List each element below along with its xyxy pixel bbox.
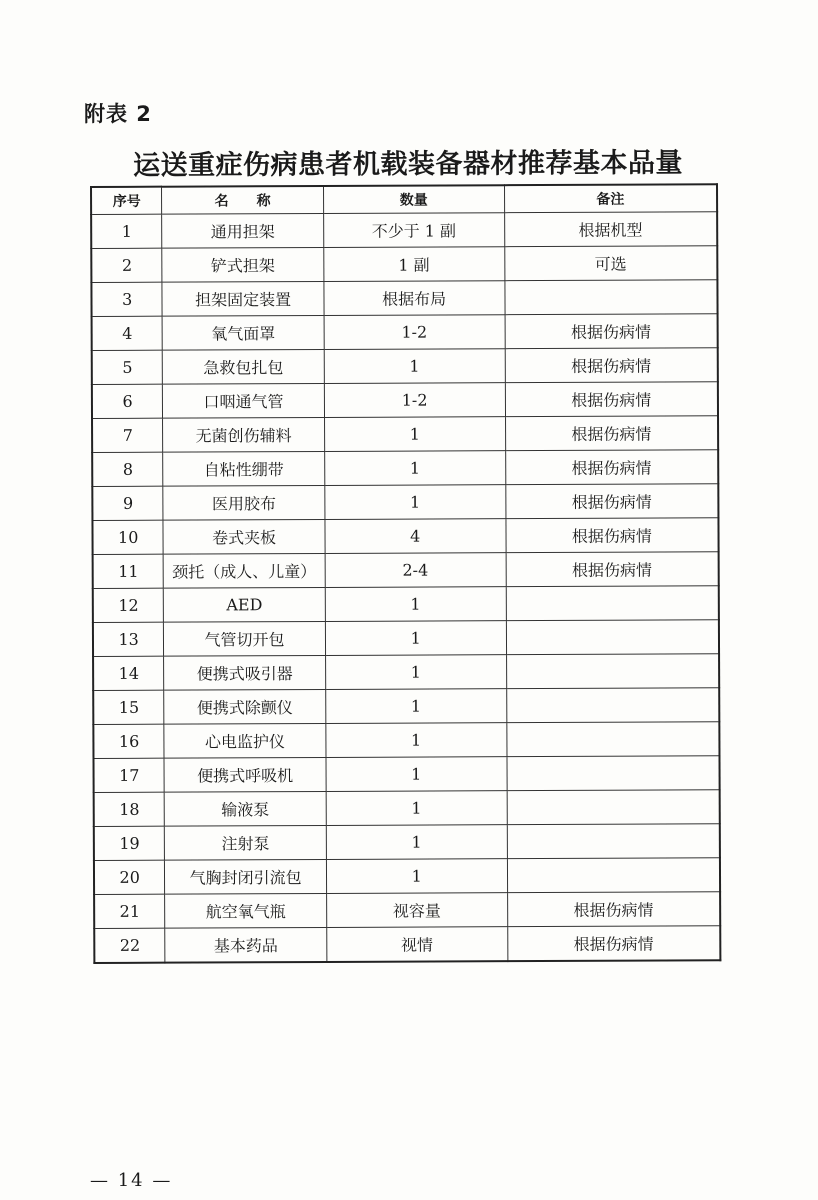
cell-index: 1 [91,214,162,248]
table-row [93,654,719,691]
cell-name: 心电监护仪 [164,723,326,758]
cell-notes: 根据伤病情 [505,348,718,383]
cell-name: 气胸封闭引流包 [165,859,327,894]
cell-index: 21 [94,894,165,928]
cell-name: 卷式夹板 [163,519,325,554]
cell-quantity: 1 [324,451,505,486]
cell-name: 便携式吸引器 [164,655,326,690]
cell-name: 口咽通气管 [163,383,325,418]
cell-notes: 根据伤病情 [507,892,720,927]
cell-name: 输液泵 [164,791,326,826]
cell-quantity: 1 [326,825,507,860]
header-name: 名 称 [162,186,324,214]
table-row [92,314,718,351]
cell-name: 便携式除颤仪 [164,689,326,724]
table-header-row [91,184,717,214]
cell-name: 担架固定装置 [162,281,324,316]
cell-index: 11 [93,554,164,588]
cell-name: 便携式呼吸机 [164,757,326,792]
cell-notes [507,824,720,859]
cell-notes [506,620,719,655]
cell-index: 16 [93,724,164,758]
table-row [91,280,717,317]
cell-index: 20 [94,860,165,894]
cell-name: 颈托（成人、儿童） [163,553,325,588]
cell-quantity: 不少于 1 副 [323,213,504,248]
cell-name: 基本药品 [165,927,327,962]
cell-index: 4 [92,316,163,350]
table-row [92,450,718,487]
cell-quantity: 视情 [327,927,508,962]
table-row [92,484,718,521]
cell-index: 6 [92,384,163,418]
cell-notes: 根据伤病情 [505,416,718,451]
table-row [94,790,720,827]
cell-name: 航空氧气瓶 [165,893,327,928]
table-row [94,824,720,861]
cell-notes [507,790,720,825]
cell-index: 2 [91,248,162,282]
cell-quantity: 1 [325,689,506,724]
cell-index: 22 [94,928,165,963]
appendix-label: 附表 2 [84,102,152,126]
cell-index: 18 [94,792,165,826]
cell-notes [506,688,719,723]
table-row [93,688,719,725]
cell-notes [506,586,719,621]
table-row [93,552,719,589]
table-row [93,756,719,793]
equipment-table [90,183,721,964]
cell-index: 9 [92,486,163,520]
table-row [93,586,719,623]
cell-notes: 根据伤病情 [505,484,718,519]
cell-quantity: 1 [326,757,507,792]
cell-index: 3 [91,282,162,316]
table-row [92,518,718,555]
cell-index: 10 [92,520,163,554]
table-row [94,858,720,895]
cell-notes: 根据伤病情 [505,450,718,485]
cell-index: 17 [93,758,164,792]
table-row [93,722,719,759]
cell-name: 氧气面罩 [162,315,324,350]
cell-quantity: 1 [325,485,506,520]
cell-quantity: 1 [326,723,507,758]
cell-quantity: 2-4 [325,553,506,588]
cell-quantity: 1 [325,655,506,690]
cell-notes: 根据伤病情 [506,552,719,587]
cell-notes [506,654,719,689]
table-row [92,382,718,419]
cell-notes [506,722,719,757]
table-row [94,892,720,929]
cell-quantity: 1 副 [324,247,505,282]
table-body [91,212,720,963]
table-row [91,246,717,283]
cell-quantity: 视容量 [326,893,507,928]
cell-index: 8 [92,452,163,486]
cell-index: 15 [93,690,164,724]
cell-notes: 根据伤病情 [507,926,720,961]
cell-index: 14 [93,656,164,690]
header-notes: 备注 [504,184,717,212]
cell-name: 医用胶布 [163,485,325,520]
table-row [92,416,718,453]
cell-notes: 根据伤病情 [506,518,719,553]
cell-quantity: 1 [325,587,506,622]
cell-notes [507,858,720,893]
cell-quantity: 根据布局 [324,281,505,316]
cell-quantity: 1 [326,791,507,826]
cell-name: 无菌创伤辅料 [163,417,325,452]
table-row [92,348,718,385]
cell-index: 12 [93,588,164,622]
cell-index: 19 [94,826,165,860]
table-row [94,926,720,963]
page-number: — 14 — [90,1170,173,1191]
cell-index: 5 [92,350,163,384]
document-title: 运送重症伤病患者机载装备器材推荐基本品量 [132,147,684,182]
cell-notes: 可选 [504,246,717,281]
cell-name: 急救包扎包 [163,349,325,384]
cell-notes: 根据伤病情 [505,382,718,417]
cell-quantity: 1 [325,621,506,656]
header-quantity: 数量 [323,185,504,213]
cell-notes [504,280,717,315]
cell-name: AED [164,587,326,622]
cell-index: 7 [92,418,163,452]
cell-index: 13 [93,622,164,656]
table-row [93,620,719,657]
cell-name: 气管切开包 [164,621,326,656]
cell-name: 通用担架 [162,213,324,248]
cell-name: 铲式担架 [162,247,324,282]
cell-name: 自粘性绷带 [163,451,325,486]
cell-quantity: 1-2 [324,315,505,350]
header-index: 序号 [91,187,162,215]
cell-quantity: 1 [326,859,507,894]
cell-quantity: 1-2 [324,383,505,418]
cell-quantity: 1 [324,349,505,384]
cell-notes: 根据机型 [504,212,717,247]
cell-name: 注射泵 [165,825,327,860]
cell-quantity: 4 [325,519,506,554]
table-row [91,212,717,249]
cell-notes [507,756,720,791]
cell-quantity: 1 [324,417,505,452]
cell-notes: 根据伤病情 [505,314,718,349]
